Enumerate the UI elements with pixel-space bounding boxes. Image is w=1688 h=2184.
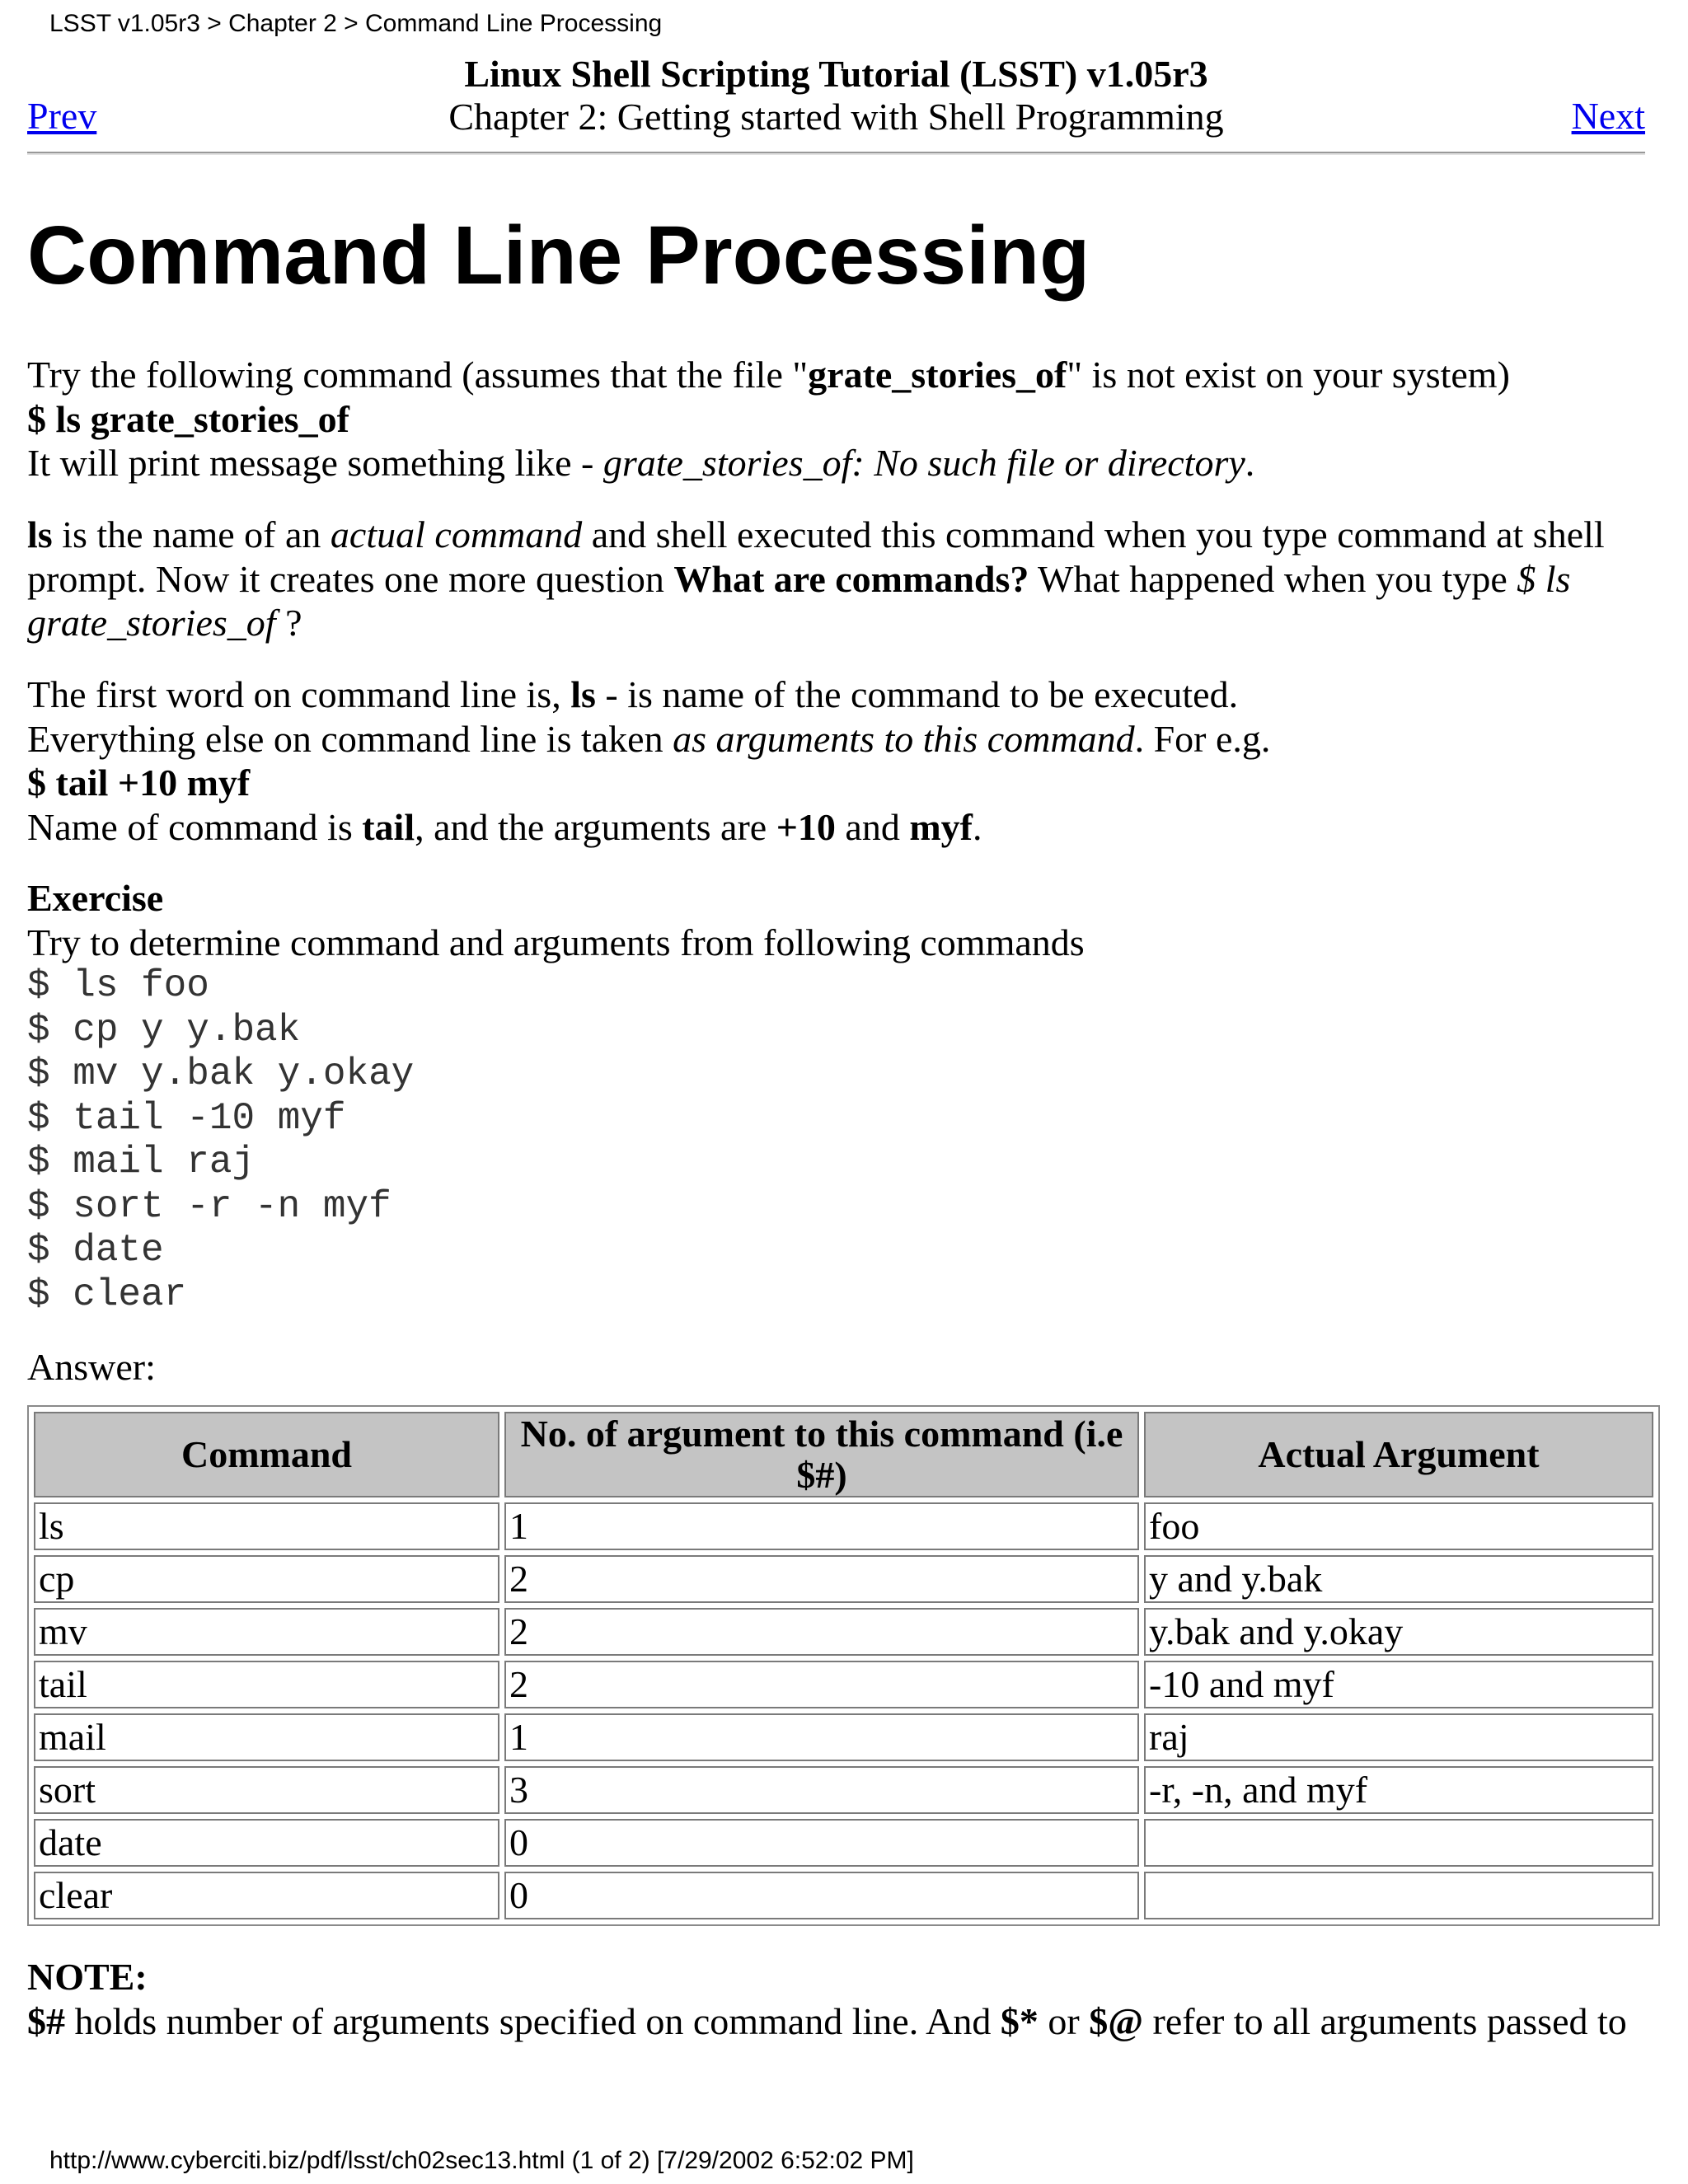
table-row: [34, 1872, 1653, 1919]
exercise-text: Try to determine command and arguments from following commands: [27, 921, 1085, 963]
cell-arg-count: 3: [504, 1766, 1139, 1814]
note-dollar-at: $@: [1089, 2000, 1144, 2042]
first-text-6: , and the arguments are: [415, 805, 776, 848]
cell-command: sort: [34, 1766, 499, 1814]
header-arg-count: No. of argument to this command (i.e $#): [504, 1412, 1139, 1497]
first-text-1: The first word on command line is,: [27, 673, 571, 715]
cell-arg-count: 2: [504, 1555, 1139, 1603]
cell-arg-count: 1: [504, 1502, 1139, 1550]
tutorial-title: Linux Shell Scripting Tutorial (LSST) v1.05r3: [464, 53, 1208, 95]
intro-text-end: " is not exist on your system): [1067, 354, 1510, 396]
print-footer: http://www.cyberciti.biz/pdf/lsst/ch02sec13.html (1 of 2) [7/29/2002 6:52:02 PM]: [49, 2147, 914, 2174]
first-text-3: Everything else on command line is taken: [27, 717, 673, 760]
cell-arg-count: 0: [504, 1872, 1139, 1919]
first-text-4: . For e.g.: [1134, 717, 1271, 760]
exercise-section: [27, 876, 1659, 964]
intro-command: $ ls grate_stories_of: [27, 397, 349, 440]
table-row: [34, 1819, 1653, 1867]
intro-result-text: It will print message something like -: [27, 442, 603, 484]
table-row: [34, 1555, 1653, 1603]
header-command: Command: [34, 1412, 499, 1497]
ls-question: What are commands?: [673, 557, 1029, 600]
intro-period: .: [1245, 442, 1255, 484]
note-text-2: or: [1038, 2000, 1090, 2042]
header-divider: [27, 152, 1645, 155]
intro-filename: grate_stories_of: [808, 354, 1067, 396]
cell-command: mail: [34, 1713, 499, 1761]
first-text-2: - is name of the command to be executed.: [595, 673, 1239, 715]
ls-text-4: ?: [275, 602, 302, 644]
exercise-command: $ mail raj: [27, 1141, 256, 1183]
intro-paragraph: [27, 353, 1659, 485]
table-row: [34, 1713, 1653, 1761]
first-word-paragraph: [27, 673, 1659, 849]
prev-link[interactable]: Prev: [27, 95, 97, 137]
cell-arg-count: 0: [504, 1819, 1139, 1867]
intro-text: Try the following command (assumes that the file ": [27, 354, 809, 396]
exercise-title: Exercise: [27, 877, 164, 919]
tail-term: tail: [362, 805, 415, 848]
note-dollar-hash: $#: [27, 2000, 65, 2042]
cell-arguments: [1144, 1819, 1653, 1867]
ls-text-1: is the name of an: [52, 513, 331, 555]
cell-command: mv: [34, 1608, 499, 1656]
ls-actual-command: actual command: [330, 513, 583, 555]
answer-label: Answer:: [27, 1346, 156, 1388]
cell-command: tail: [34, 1661, 499, 1708]
tail-command-example: $ tail +10 myf: [27, 762, 251, 804]
cell-command: clear: [34, 1872, 499, 1919]
cell-command: date: [34, 1819, 499, 1867]
note-title: NOTE:: [27, 1956, 148, 1998]
note-dollar-star: $*: [1000, 2000, 1039, 2042]
cell-arguments: y.bak and y.okay: [1144, 1608, 1653, 1656]
cell-arguments: -r, -n, and myf: [1144, 1766, 1653, 1814]
cell-arguments: foo: [1144, 1502, 1653, 1550]
first-arguments-phrase: as arguments to this command: [673, 717, 1135, 760]
print-header: LSST v1.05r3 > Chapter 2 > Command Line Processing: [49, 10, 663, 37]
first-text-5: Name of command is: [27, 805, 363, 848]
table-header-row: [34, 1412, 1653, 1497]
answer-table: [27, 1405, 1660, 1926]
table-row: [34, 1608, 1653, 1656]
cell-arguments: raj: [1144, 1713, 1653, 1761]
exercise-command: $ date: [27, 1229, 164, 1272]
exercise-command: $ ls foo: [27, 964, 209, 1007]
table-row: [34, 1502, 1653, 1550]
myf-term: myf: [909, 805, 973, 848]
ls-command-example: $ ls grate_stories_of: [27, 557, 1571, 644]
cell-arguments: y and y.bak: [1144, 1555, 1653, 1603]
exercise-command: $ cp y y.bak: [27, 1008, 301, 1052]
navigation-header: [27, 51, 1645, 152]
exercise-command: $ clear: [27, 1272, 187, 1316]
exercise-command: $ mv y.bak y.okay: [27, 1052, 415, 1095]
ls-text-3: What happened when you type: [1029, 557, 1517, 600]
note-text-1: holds number of arguments specified on command line. And: [65, 2000, 1001, 2042]
ls-term: ls: [27, 513, 53, 555]
cell-arg-count: 2: [504, 1608, 1139, 1656]
header-actual-argument: Actual Argument: [1144, 1412, 1653, 1497]
cell-arguments: -10 and myf: [1144, 1661, 1653, 1708]
note-text: [27, 1999, 1667, 2044]
exercise-command: $ tail -10 myf: [27, 1096, 346, 1140]
cell-arg-count: 1: [504, 1713, 1139, 1761]
next-link[interactable]: Next: [1571, 95, 1645, 137]
note-text-3: refer to all arguments passed to: [1143, 2000, 1627, 2042]
page-title: Command Line Processing: [27, 209, 1090, 302]
exercise-command: $ sort -r -n myf: [27, 1184, 392, 1228]
ls-paragraph: [27, 513, 1659, 645]
table-row: [34, 1766, 1653, 1814]
cell-arg-count: 2: [504, 1661, 1139, 1708]
cell-arguments: [1144, 1872, 1653, 1919]
chapter-subtitle: Chapter 2: Getting started with Shell Programming: [448, 96, 1224, 138]
plus10-term: +10: [776, 805, 836, 848]
exercise-command-list: [27, 964, 414, 1317]
cell-command: cp: [34, 1555, 499, 1603]
ls-text-2: and shell executed this command when you type command at shell prompt. Now it creates one more question: [27, 513, 1605, 600]
intro-error-message: grate_stories_of: No such file or directory: [603, 442, 1245, 484]
first-text-7: and: [835, 805, 910, 848]
first-text-8: .: [972, 805, 982, 848]
table-row: [34, 1661, 1653, 1708]
cell-command: ls: [34, 1502, 499, 1550]
first-ls-term: ls: [570, 673, 596, 715]
